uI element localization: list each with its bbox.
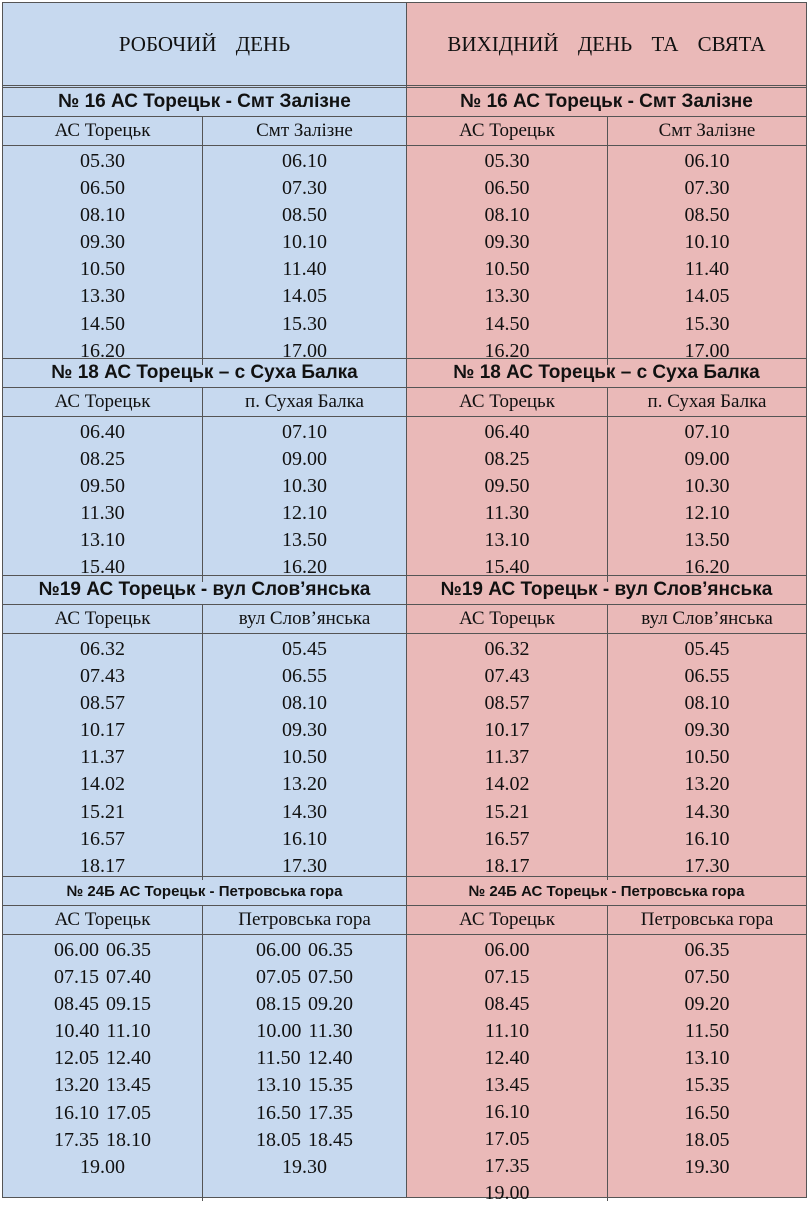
- departure-time: 06.55: [684, 665, 730, 688]
- departure-time: 16.10: [484, 1101, 530, 1123]
- to-stop-header: п. Сухая Балка: [245, 391, 364, 412]
- route-24b-section: [407, 876, 806, 1204]
- route-16-section: [407, 87, 806, 365]
- departure-time: 16.20: [80, 339, 125, 362]
- route-18-section: [407, 358, 806, 582]
- departure-time: 06.00 06.35: [256, 939, 353, 961]
- departure-time: 16.57: [484, 827, 530, 850]
- departure-time: 08.25: [484, 448, 530, 471]
- departure-time: 17.30: [684, 854, 730, 877]
- departure-time: 16.10: [684, 827, 730, 850]
- route-title: № 16 АС Торецьк - Смт Залізне: [3, 88, 406, 117]
- departure-time: 14.50: [484, 312, 530, 335]
- departure-time: 11.50: [684, 1020, 730, 1043]
- route-title: № 18 АС Торецьк – с Суха Балка: [3, 359, 406, 388]
- from-stop-header: АС Торецьк: [3, 605, 203, 633]
- departure-time: 19.00: [80, 1155, 125, 1178]
- departure-time: 18.17: [484, 854, 530, 877]
- departure-time: 08.10: [282, 692, 327, 715]
- departure-time: 05.45: [684, 638, 730, 660]
- departure-time: 09.20: [684, 993, 730, 1016]
- departure-time: 18.17: [80, 854, 125, 877]
- departure-time: 17.35: [484, 1155, 530, 1177]
- weekend-panel: [406, 2, 807, 1204]
- weekend-header: ВИХІДНИЙ ДЕНЬ ТА СВЯТА: [407, 3, 806, 86]
- departure-time: 13.10: [684, 1047, 730, 1070]
- departure-time: 08.15 09.20: [256, 993, 353, 1016]
- departure-time: 16.20: [684, 556, 730, 579]
- departure-time: 07.30: [282, 177, 327, 200]
- departure-time: 11.37: [484, 746, 530, 769]
- departures-to-column: [608, 417, 806, 582]
- departure-time: 09.30: [684, 719, 730, 742]
- departure-time: 07.43: [80, 665, 125, 688]
- departure-time: 15.35: [684, 1074, 730, 1097]
- departure-time: 13.50: [282, 529, 327, 552]
- departures-to-column: [203, 146, 406, 365]
- departure-time: 11.30: [80, 502, 125, 525]
- column-header-row: [407, 906, 806, 935]
- departure-time: 09.50: [484, 475, 530, 498]
- departure-time: 06.10: [282, 150, 327, 172]
- departure-time: 12.10: [282, 502, 327, 525]
- from-stop-header: АС Торецьк: [407, 605, 608, 633]
- from-stop-header: АС Торецьк: [3, 117, 203, 145]
- departures-from-column: [3, 634, 203, 880]
- departure-time: 10.50: [484, 258, 530, 281]
- departure-time: 15.40: [484, 556, 530, 579]
- column-header-row: [407, 605, 806, 634]
- departures-to-column: [608, 146, 806, 365]
- departure-time: 10.30: [684, 475, 730, 498]
- departure-time: 13.45: [484, 1074, 530, 1096]
- weekday-panel: [2, 2, 407, 1198]
- departure-time: 14.30: [684, 800, 730, 823]
- departure-time: 12.10: [684, 502, 730, 525]
- departure-time: 08.25: [80, 448, 125, 471]
- route-title: №19 АС Торецьк - вул Слов’янська: [3, 576, 406, 605]
- departure-time: 12.05 12.40: [54, 1047, 151, 1070]
- departure-time: 10.50: [684, 746, 730, 769]
- departure-time: 11.40: [282, 258, 327, 281]
- departures-to-column: [203, 634, 406, 880]
- departure-time: 07.50: [684, 966, 730, 989]
- departure-time: 05.30: [80, 150, 125, 172]
- from-stop-header: АС Торецьк: [3, 388, 203, 416]
- departure-time: 07.10: [684, 421, 730, 443]
- departure-time: 19.00: [484, 1182, 530, 1204]
- departures-to-column: [203, 935, 406, 1201]
- departure-time: 08.45: [484, 993, 530, 1015]
- weekday-header: РОБОЧИЙ ДЕНЬ: [3, 3, 406, 86]
- departures-from-column: [407, 634, 608, 880]
- departure-time: 05.30: [484, 150, 530, 172]
- departure-time: 18.05 18.45: [256, 1128, 353, 1151]
- departure-time: 19.30: [282, 1155, 327, 1178]
- departure-time: 06.35: [684, 939, 730, 961]
- departure-time: 13.10: [484, 529, 530, 552]
- route-19-section: [407, 575, 806, 880]
- departure-time: 14.02: [80, 773, 125, 796]
- departures-from-column: [3, 417, 203, 582]
- departure-time: 11.30: [484, 502, 530, 525]
- departures-from-column: [407, 146, 608, 365]
- departure-time: 19.30: [684, 1155, 730, 1178]
- departure-time: 11.10: [484, 1020, 530, 1042]
- column-header-row: [3, 906, 406, 935]
- departure-time: 16.50: [684, 1101, 730, 1124]
- departure-time: 15.21: [80, 800, 125, 823]
- departure-time: 13.20 13.45: [54, 1074, 151, 1097]
- departure-time: 07.43: [484, 665, 530, 688]
- route-title: № 18 АС Торецьк – с Суха Балка: [407, 359, 806, 388]
- departures-from-column: [407, 417, 608, 582]
- departure-time: 15.30: [684, 312, 730, 335]
- departure-time: 06.40: [80, 421, 125, 443]
- departure-time: 08.45 09.15: [54, 993, 151, 1016]
- departure-time: 10.10: [684, 231, 730, 254]
- departure-time: 08.10: [684, 692, 730, 715]
- departure-time: 05.45: [282, 638, 327, 660]
- departure-time: 08.50: [282, 204, 327, 227]
- departure-time: 07.05 07.50: [256, 966, 353, 989]
- to-stop-header: п. Сухая Балка: [647, 391, 767, 412]
- departure-time: 13.30: [80, 285, 125, 308]
- departure-time: 15.30: [282, 312, 327, 335]
- departures-from-column: [407, 935, 608, 1204]
- departure-time: 07.30: [684, 177, 730, 200]
- departure-time: 17.00: [282, 339, 327, 362]
- departure-time: 06.50: [484, 177, 530, 200]
- departure-time: 06.55: [282, 665, 327, 688]
- route-title: № 16 АС Торецьк - Смт Залізне: [407, 88, 806, 117]
- from-stop-header: АС Торецьк: [407, 906, 608, 934]
- departure-time: 08.57: [80, 692, 125, 715]
- to-stop-header: вул Слов’янська: [238, 608, 371, 629]
- departure-time: 06.40: [484, 421, 530, 443]
- departure-time: 17.35 18.10: [54, 1128, 151, 1151]
- departure-time: 13.20: [684, 773, 730, 796]
- route-18-section: [3, 358, 406, 582]
- route-24b-section: [3, 876, 406, 1201]
- departure-time: 09.50: [80, 475, 125, 498]
- departure-time: 08.10: [80, 204, 125, 227]
- departure-time: 10.17: [484, 719, 530, 742]
- departures-from-column: [3, 935, 203, 1201]
- departure-time: 10.50: [80, 258, 125, 281]
- departure-time: 14.05: [282, 285, 327, 308]
- departure-time: 16.50 17.35: [256, 1101, 353, 1124]
- column-header-row: [3, 117, 406, 146]
- from-stop-header: АС Торецьк: [407, 117, 608, 145]
- departure-time: 08.10: [484, 204, 530, 227]
- departure-time: 07.15: [484, 966, 530, 988]
- column-header-row: [407, 117, 806, 146]
- departure-time: 10.10: [282, 231, 327, 254]
- route-19-section: [3, 575, 406, 880]
- departure-time: 11.50 12.40: [256, 1047, 353, 1070]
- departure-time: 18.05: [684, 1128, 730, 1151]
- departure-time: 06.32: [484, 638, 530, 660]
- column-header-row: [3, 388, 406, 417]
- departure-time: 15.21: [484, 800, 530, 823]
- departure-time: 13.10 15.35: [256, 1074, 353, 1097]
- departure-time: 13.50: [684, 529, 730, 552]
- departure-time: 08.57: [484, 692, 530, 715]
- departure-time: 16.10 17.05: [54, 1101, 151, 1124]
- departure-time: 08.50: [684, 204, 730, 227]
- from-stop-header: АС Торецьк: [3, 906, 203, 934]
- departure-time: 09.30: [282, 719, 327, 742]
- departure-time: 11.40: [684, 258, 730, 281]
- departures-to-column: [608, 935, 806, 1201]
- route-title: № 24Б АС Торецьк - Петровська гора: [3, 877, 406, 906]
- departure-time: 07.10: [282, 421, 327, 443]
- to-stop-header: вул Слов’янська: [641, 608, 773, 629]
- route-16-section: [3, 87, 406, 365]
- departure-time: 16.10: [282, 827, 327, 850]
- departure-time: 15.40: [80, 556, 125, 579]
- departure-time: 06.00 06.35: [54, 939, 151, 961]
- departure-time: 06.00: [484, 939, 530, 961]
- departure-time: 13.10: [80, 529, 125, 552]
- departure-time: 10.17: [80, 719, 125, 742]
- departure-time: 06.10: [684, 150, 730, 172]
- departure-time: 09.00: [282, 448, 327, 471]
- departure-time: 10.30: [282, 475, 327, 498]
- departure-time: 10.00 11.30: [256, 1020, 353, 1043]
- departure-time: 09.00: [684, 448, 730, 471]
- departure-time: 16.20: [282, 556, 327, 579]
- departure-time: 14.02: [484, 773, 530, 796]
- departure-time: 17.00: [684, 339, 730, 362]
- departure-time: 14.50: [80, 312, 125, 335]
- to-stop-header: Смт Залізне: [256, 120, 353, 141]
- departure-time: 09.30: [484, 231, 530, 254]
- departure-time: 09.30: [80, 231, 125, 254]
- to-stop-header: Петровська гора: [238, 909, 371, 930]
- departure-time: 10.50: [282, 746, 327, 769]
- departure-time: 10.40 11.10: [54, 1020, 151, 1043]
- to-stop-header: Смт Залізне: [658, 120, 756, 141]
- departures-from-column: [3, 146, 203, 365]
- column-header-row: [407, 388, 806, 417]
- departure-time: 12.40: [484, 1047, 530, 1069]
- departure-time: 13.30: [484, 285, 530, 308]
- departure-time: 06.50: [80, 177, 125, 200]
- column-header-row: [3, 605, 406, 634]
- departures-to-column: [203, 417, 406, 582]
- departure-time: 16.57: [80, 827, 125, 850]
- from-stop-header: АС Торецьк: [407, 388, 608, 416]
- departures-to-column: [608, 634, 806, 880]
- departure-time: 17.30: [282, 854, 327, 877]
- departure-time: 11.37: [80, 746, 125, 769]
- departure-time: 06.32: [80, 638, 125, 660]
- departure-time: 07.15 07.40: [54, 966, 151, 989]
- timetable-sheet: [2, 2, 807, 1204]
- departure-time: 13.20: [282, 773, 327, 796]
- route-title: № 24Б АС Торецьк - Петровська гора: [407, 877, 806, 906]
- departure-time: 14.30: [282, 800, 327, 823]
- to-stop-header: Петровська гора: [640, 909, 774, 930]
- route-title: №19 АС Торецьк - вул Слов’янська: [407, 576, 806, 605]
- departure-time: 14.05: [684, 285, 730, 308]
- departure-time: 16.20: [484, 339, 530, 362]
- departure-time: 17.05: [484, 1128, 530, 1150]
